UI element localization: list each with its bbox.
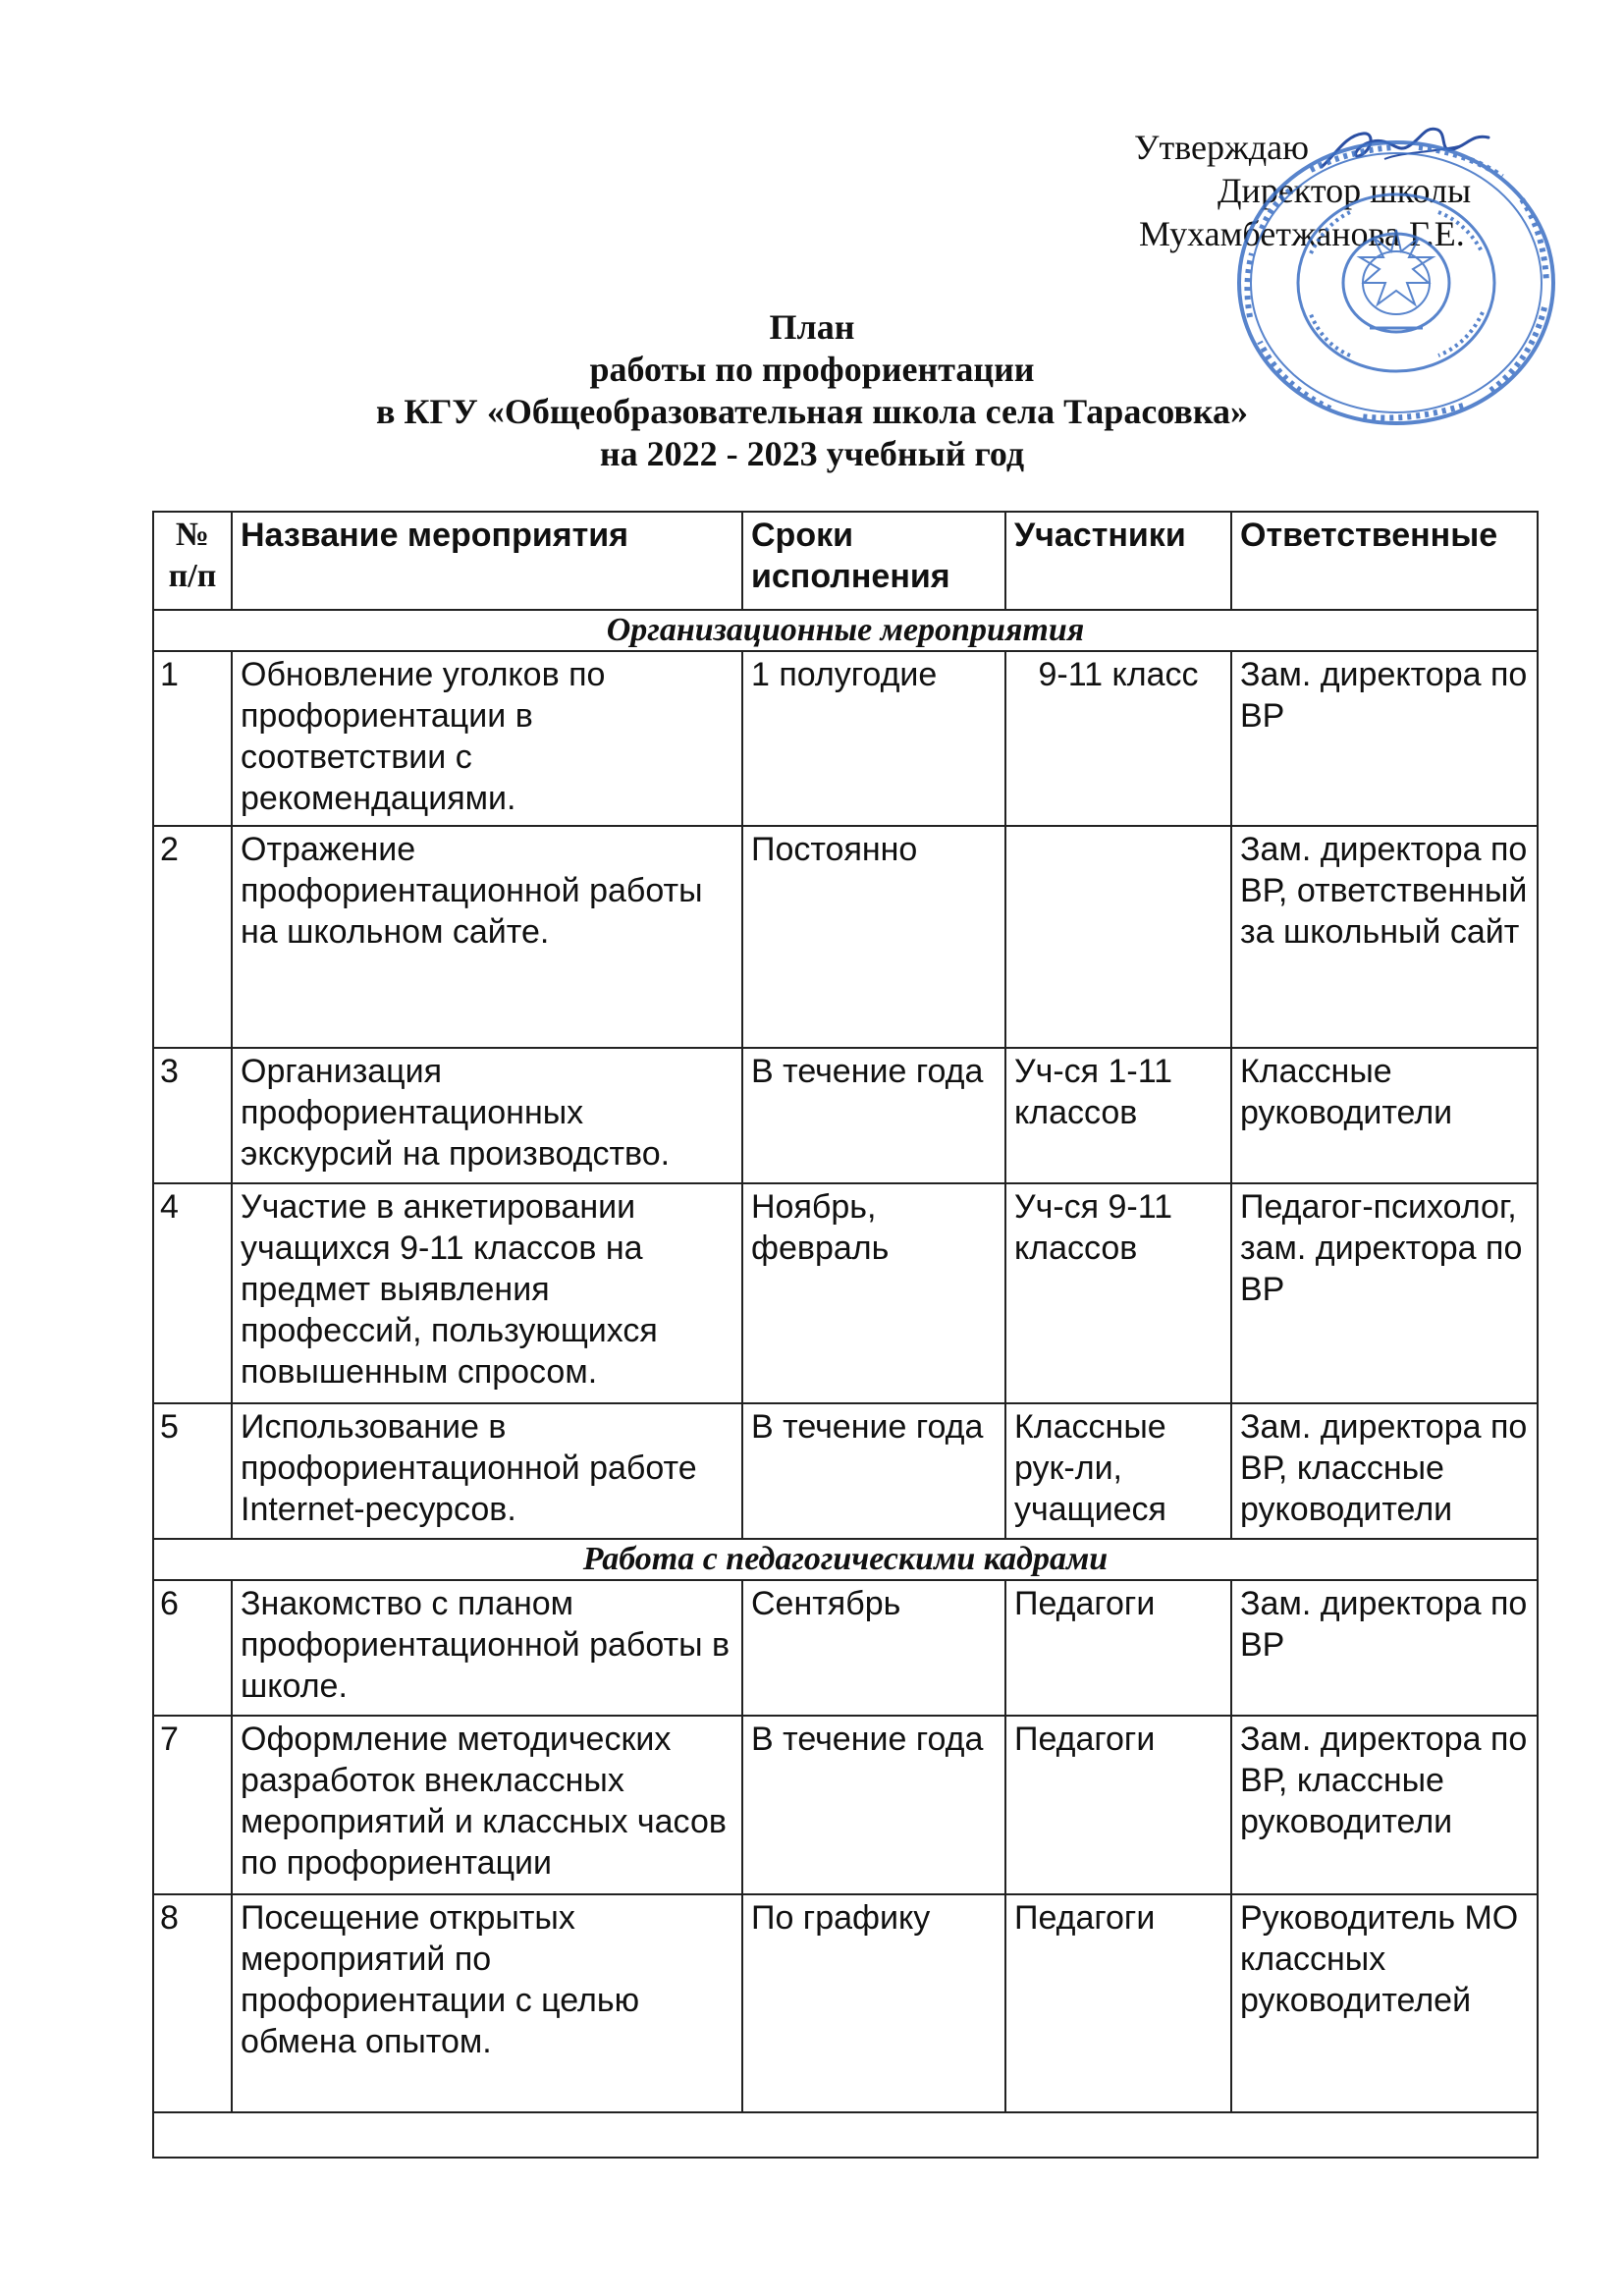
header-responsible: Ответственные: [1231, 512, 1538, 610]
row-responsible: Зам. директора по ВР, классные руководители: [1231, 1716, 1538, 1894]
row-dates: Ноябрь, февраль: [742, 1183, 1005, 1403]
approval-position: Директор школы: [1218, 171, 1472, 210]
title-line-4: на 2022 - 2023 учебный год: [599, 434, 1025, 473]
row-name: Отражение профориентационной работы на школьном сайте.: [232, 826, 742, 1048]
section-title: Работа с педагогическими кадрами: [153, 1539, 1538, 1580]
table-row: [153, 1580, 1538, 1716]
row-participants: [1005, 826, 1231, 1048]
table-row: [153, 1894, 1538, 2112]
row-responsible: Педагог-психолог, зам. директора по ВР: [1231, 1183, 1538, 1403]
title-line-3: в КГУ «Общеобразовательная школа села Тарасовка»: [375, 392, 1249, 431]
row-num: 6: [153, 1580, 232, 1716]
row-participants: 9-11 класс: [1005, 651, 1231, 826]
row-participants: Уч-ся 9-11 классов: [1005, 1183, 1231, 1403]
row-name: Обновление уголков по профориентации в соответствии с рекомендациями.: [232, 651, 742, 826]
row-num: 7: [153, 1716, 232, 1894]
row-responsible: Руководитель МО классных руководителей: [1231, 1894, 1538, 2112]
table-row: [153, 826, 1538, 1048]
header-dates: Сроки исполнения: [742, 512, 1005, 610]
table-row: [153, 651, 1538, 826]
row-dates: По графику: [742, 1894, 1005, 2112]
row-participants: Педагоги: [1005, 1894, 1231, 2112]
row-dates: В течение года: [742, 1048, 1005, 1183]
table-row: [153, 1403, 1538, 1539]
row-name: Оформление методических разработок внеклассных мероприятий и классных часов по профориентации: [232, 1716, 742, 1894]
row-name: Использование в профориентационной работе Internet-ресурсов.: [232, 1403, 742, 1539]
row-participants: Классные рук-ли, учащиеся: [1005, 1403, 1231, 1539]
table-row: [153, 1183, 1538, 1403]
plan-table: [152, 511, 1539, 2159]
document-title: [0, 306, 1624, 475]
row-num: 5: [153, 1403, 232, 1539]
row-dates: 1 полугодие: [742, 651, 1005, 826]
table-row: [153, 1716, 1538, 1894]
row-participants: Педагоги: [1005, 1580, 1231, 1716]
row-responsible: Зам. директора по ВР: [1231, 651, 1538, 826]
row-responsible: Зам. директора по ВР: [1231, 1580, 1538, 1716]
row-responsible: Классные руководители: [1231, 1048, 1538, 1183]
table-header-row: [153, 512, 1538, 610]
title-line-1: План: [769, 307, 855, 347]
row-dates: Сентябрь: [742, 1580, 1005, 1716]
row-num: 2: [153, 826, 232, 1048]
row-num: 8: [153, 1894, 232, 2112]
header-num: № п/п: [153, 512, 232, 610]
row-dates: В течение года: [742, 1716, 1005, 1894]
section-title: Организационные мероприятия: [153, 610, 1538, 651]
row-name: Организация профориентационных экскурсий на производство.: [232, 1048, 742, 1183]
row-num: 3: [153, 1048, 232, 1183]
approval-person: Мухамбетжанова Г.Е.: [1139, 214, 1465, 253]
section-row: [153, 610, 1538, 651]
row-name: Участие в анкетировании учащихся 9-11 классов на предмет выявления профессий, пользующихся повышенным спросом.: [232, 1183, 742, 1403]
row-name: Посещение открытых мероприятий по профориентации с целью обмена опытом.: [232, 1894, 742, 2112]
table-row-empty: [153, 2112, 1538, 2158]
row-num: 1: [153, 651, 232, 826]
row-participants: Уч-ся 1-11 классов: [1005, 1048, 1231, 1183]
table-row: [153, 1048, 1538, 1183]
row-participants: Педагоги: [1005, 1716, 1231, 1894]
row-responsible: Зам. директора по ВР, ответственный за школьный сайт: [1231, 826, 1538, 1048]
header-name: Название мероприятия: [232, 512, 742, 610]
row-name: Знакомство с планом профориентационной работы в школе.: [232, 1580, 742, 1716]
row-dates: В течение года: [742, 1403, 1005, 1539]
title-line-2: работы по профориентации: [589, 350, 1035, 389]
section-row: [153, 1539, 1538, 1580]
empty-cell: [153, 2112, 1538, 2158]
approval-label: Утверждаю: [1134, 128, 1310, 167]
row-responsible: Зам. директора по ВР, классные руководители: [1231, 1403, 1538, 1539]
row-dates: Постоянно: [742, 826, 1005, 1048]
row-num: 4: [153, 1183, 232, 1403]
header-participants: Участники: [1005, 512, 1231, 610]
